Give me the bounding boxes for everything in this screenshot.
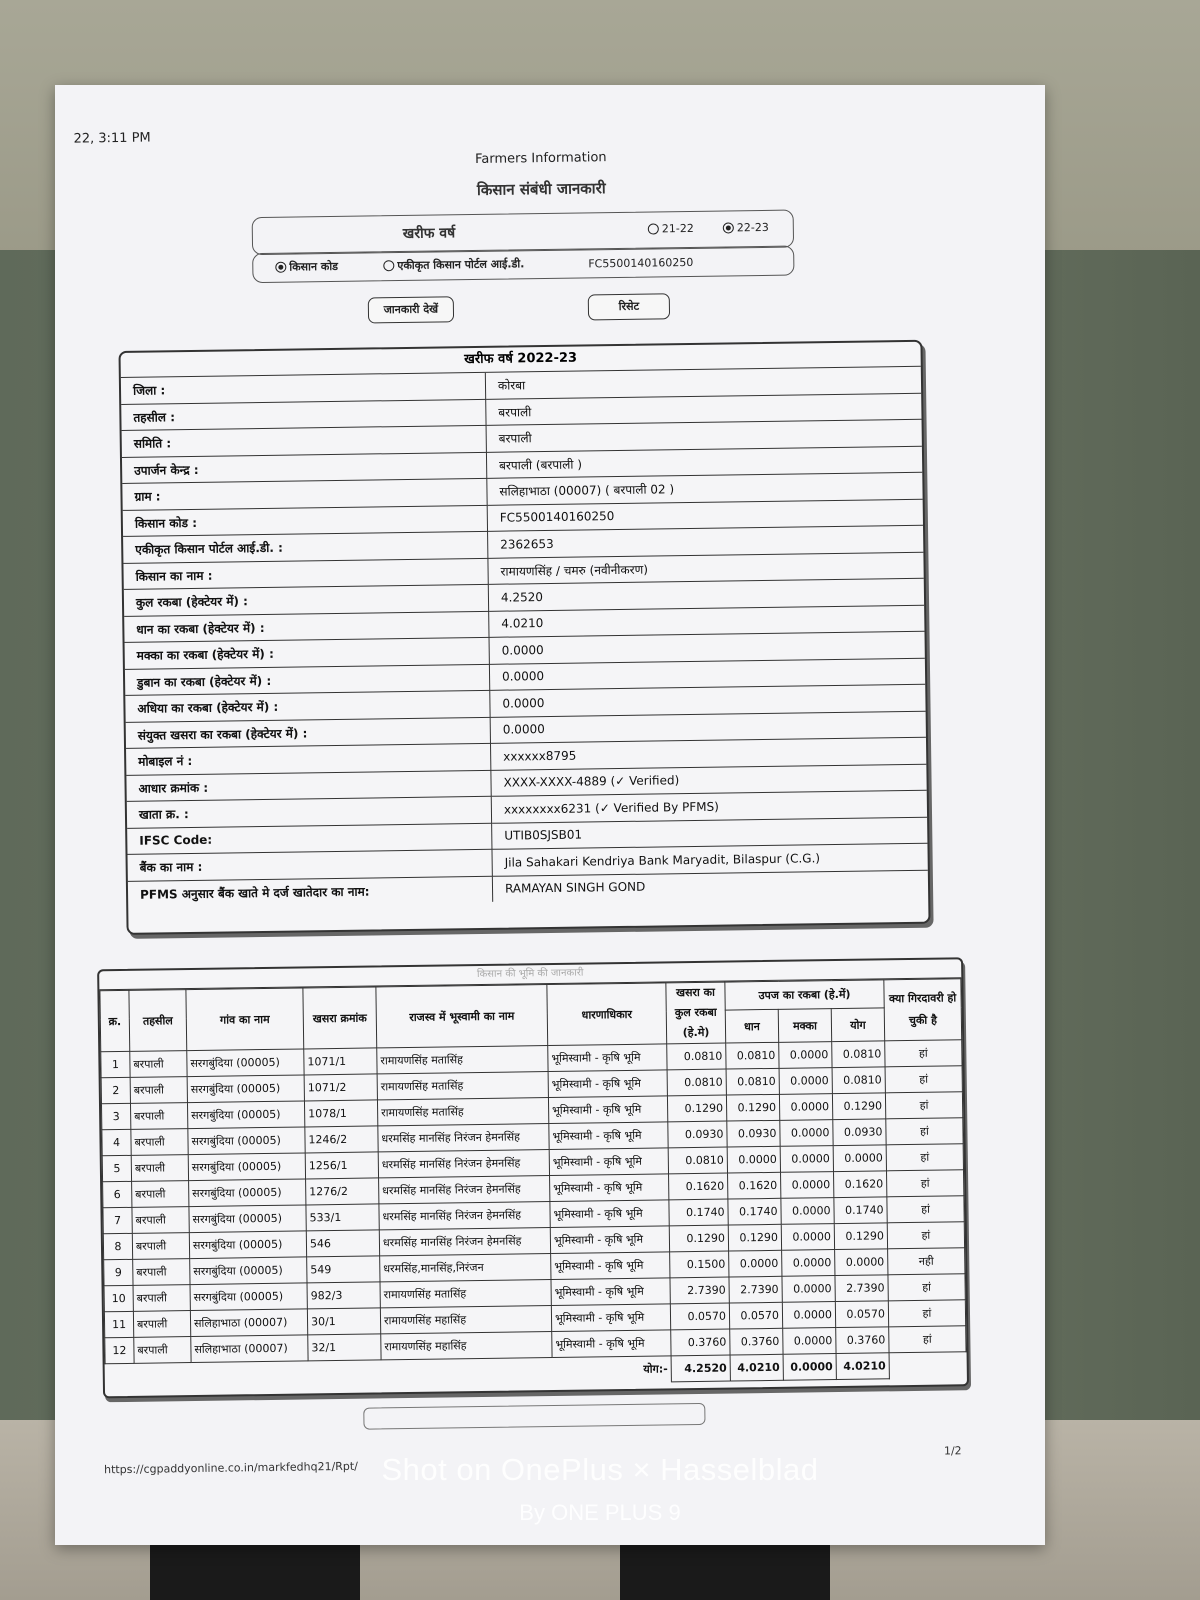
cell-right: भूमिस्वामी - कृषि भूमि [552,1330,671,1358]
info-value: सलिहाभाठा (00007) ( बरपाली 02 ) [487,472,923,505]
cell-right: भूमिस्वामी - कृषि भूमि [551,1252,670,1280]
cell-total-area: 2.7390 [670,1277,729,1304]
col-tehsil: तहसील [129,990,187,1052]
info-value: 0.0000 [489,631,925,664]
info-label: किसान कोड : [123,505,488,537]
info-value: 0.0000 [490,711,926,744]
cell-total-area: 0.0570 [670,1303,729,1330]
cell-khasra: 32/1 [308,1334,381,1361]
cell-total-area: 0.1740 [669,1199,728,1226]
cell-girdawari: हां [888,1300,965,1327]
print-timestamp: 22, 3:11 PM [73,130,151,147]
year-option-21-22[interactable] [648,222,694,236]
cell-sno: 12 [105,1337,134,1363]
info-label: अधिया का रकबा (हेक्टेयर में) : [125,690,490,722]
printed-page [55,85,1045,1545]
cell-tehsil: बरपाली [133,1285,190,1312]
cell-paddy: 2.7390 [729,1276,782,1303]
info-label: उपार्जन केन्द्र : [122,452,487,484]
farmer-code-input[interactable]: FC5500140160250 [588,255,694,271]
cell-village: सरगबुंदिया (00005) [188,1127,305,1155]
info-label: जिला : [121,373,486,404]
page-url: https://cgpaddyonline.co.in/markfedhq21/Rpt/ [104,1459,358,1477]
cell-total-area: 0.1500 [670,1251,729,1278]
info-value: 2362653 [488,525,924,558]
option-label: किसान कोड [289,259,339,274]
col-maize: मक्का [778,1009,831,1042]
cell-khasra: 982/3 [307,1282,380,1309]
cell-tehsil: बरपाली [133,1311,190,1338]
info-label: खाता क्र. : [127,796,492,828]
view-info-button[interactable]: जानकारी देखें [368,296,454,323]
cell-right: भूमिस्वामी - कृषि भूमि [551,1278,670,1306]
cell-total-area: 0.1620 [669,1173,728,1200]
cell-paddy: 0.1620 [728,1172,781,1199]
info-value: रामायणसिंह / चमरु (नवीनीकरण) [488,552,924,585]
info-label: किसान का नाम : [123,558,488,590]
cell-sum: 0.1740 [834,1197,887,1224]
cell-paddy: 0.1290 [728,1224,781,1251]
cell-sno: 10 [104,1285,133,1311]
cell-tehsil: बरपाली [132,1233,189,1260]
page-content [45,78,1055,1552]
info-value: बरपाली [486,393,922,426]
page-number: 1/2 [943,1444,962,1458]
cell-sno: 4 [102,1129,131,1155]
cell-tehsil: बरपाली [132,1207,189,1234]
farmer-info-table [121,367,928,907]
cell-paddy: 0.1740 [728,1198,781,1225]
cell-girdawari: हां [887,1170,964,1197]
code-selector [252,246,794,284]
farmer-info-caption: खरीफ वर्ष 2022-23 [121,342,921,378]
total-empty-cell [889,1352,966,1379]
cell-owner: धरमसिंह मानसिंह निरंजन हेमनसिंह [379,1228,550,1256]
info-label: मोबाइल नं : [126,743,491,775]
col-crop-area: उपज का रकबा (हे.में) [725,980,884,1011]
cell-maize: 0.0000 [781,1172,834,1199]
cell-sum: 0.0000 [833,1145,886,1172]
info-label: कुल रकबा (हेक्टेयर में) : [124,584,489,616]
cell-khasra: 546 [306,1230,379,1257]
cell-sum: 0.1290 [832,1093,885,1120]
radio-on-icon [723,222,734,233]
info-value: RAMAYAN SINGH GOND [504,879,646,896]
cell-village: सलिहाभाठा (00007) [190,1309,307,1337]
col-paddy: धान [725,1010,778,1043]
cell-paddy: 0.0000 [729,1250,782,1277]
cell-right: भूमिस्वामी - कृषि भूमि [550,1200,669,1228]
info-label: ग्राम : [122,478,487,510]
cell-sno: 3 [101,1103,130,1129]
cell-owner: धरमसिंह मानसिंह निरंजन हेमनसिंह [379,1202,550,1230]
year-option-label: 22-23 [736,220,769,235]
cell-maize: 0.0000 [783,1328,836,1355]
cell-maize: 0.0000 [780,1120,833,1147]
cell-owner: धरमसिंह,मानसिंह,निरंजन [380,1254,551,1282]
camera-watermark: Shot on OnePlus × Hasselblad [381,1452,819,1487]
cell-village: सरगबुंदिया (00005) [188,1153,305,1181]
info-value: Jila Sahakari Kendriya Bank Maryadit, Bilaspur (C.G.) [492,843,928,876]
radio-off-icon [648,223,659,234]
cell-sum: 0.0570 [835,1301,888,1328]
cell-right: भूमिस्वामी - कृषि भूमि [548,1096,667,1124]
cell-owner: रामायणसिंह मतासिंह [380,1280,551,1308]
cell-maize: 0.0000 [782,1276,835,1303]
info-label: मक्का का रकबा (हेक्टेयर में) : [125,637,490,669]
info-value: कोरबा [485,367,921,399]
cell-total-area: 0.0810 [667,1069,726,1096]
cell-right: भूमिस्वामी - कृषि भूमि [550,1226,669,1254]
cell-sum: 0.0930 [833,1119,886,1146]
cell-village: सरगबुंदिया (00005) [189,1205,306,1233]
cell-maize: 0.0000 [779,1094,832,1121]
col-village: गांव का नाम [186,988,304,1051]
info-label: समिति : [122,425,487,457]
cell-owner: रामायणसिंह मतासिंह [377,1046,548,1074]
land-details-table [99,978,967,1390]
land-details-caption: किसान की भूमि की जानकारी [99,959,961,990]
cell-girdawari: हां [888,1274,965,1301]
total-area-value: 4.2520 [671,1355,730,1382]
cell-tehsil: बरपाली [130,1051,187,1078]
cell-tehsil: बरपाली [133,1259,190,1286]
radio-off-icon [383,260,394,271]
cell-owner: धरमसिंह मानसिंह निरंजन हेमनसिंह [379,1176,550,1204]
cell-village: सरगबुंदिया (00005) [187,1101,304,1129]
cell-village: सरगबुंदिया (00005) [190,1283,307,1311]
cell-village: सरगबुंदिया (00005) [189,1179,306,1207]
cell-girdawari: हां [887,1222,964,1249]
info-value: XXXX-XXXX-4889 (✓ Verified) [491,764,927,797]
info-label: बैंक का नाम : [128,849,493,881]
cell-sno: 2 [101,1077,130,1103]
cell-girdawari: हां [886,1144,963,1171]
cell-maize: 0.0000 [782,1250,835,1277]
col-right: धारणाधिकार [547,983,667,1046]
cell-owner: रामायणसिंह महासिंह [380,1306,551,1334]
cell-right: भूमिस्वामी - कृषि भूमि [548,1044,667,1072]
cell-maize: 0.0000 [781,1198,834,1225]
cell-sum: 0.3760 [836,1327,889,1354]
cell-tehsil: बरपाली [131,1155,188,1182]
reset-button[interactable]: रिसेट [588,293,670,320]
land-details-panel [97,957,969,1398]
cell-village: सरगबुंदिया (00005) [189,1231,306,1259]
cell-khasra: 1078/1 [304,1100,377,1127]
cell-khasra: 1256/1 [305,1152,378,1179]
total-label: योग:- [105,1356,671,1390]
cell-sno: 9 [104,1259,133,1285]
cell-village: सलिहाभाठा (00007) [191,1335,308,1363]
cell-total-area: 0.1290 [667,1095,726,1122]
cell-maize: 0.0000 [780,1146,833,1173]
info-value: UTIB0SJSB01 [492,817,928,850]
col-girdawari: क्या गिरदावरी हो चुकी है [884,979,962,1041]
radio-on-icon [275,262,286,273]
info-label: संयुक्त खसरा का रकबा (हेक्टेयर में) : [126,717,491,749]
info-value: xxxxxxxx6231 (✓ Verified By PFMS) [491,790,927,823]
cell-total-area: 0.0810 [667,1043,726,1070]
cell-girdawari: हां [889,1326,966,1353]
cell-sum: 0.1290 [834,1223,887,1250]
option-kisan-code[interactable] [275,259,338,275]
cell-sum: 0.0810 [832,1041,885,1068]
cell-tehsil: बरपाली [134,1337,191,1364]
info-label: आधार क्रमांक : [126,770,491,802]
cell-owner: रामायणसिंह मतासिंह [377,1098,548,1126]
info-label: IFSC Code: [127,823,492,855]
cell-maize: 0.0000 [781,1224,834,1251]
info-value: 0.0000 [490,684,926,717]
col-sno: क्र. [100,990,130,1051]
cell-sum: 0.0810 [832,1067,885,1094]
info-value: xxxxxx8795 [490,737,926,770]
cell-right: भूमिस्वामी - कृषि भूमि [549,1122,668,1150]
cell-owner: रामायणसिंह मतासिंह [377,1072,548,1100]
cell-paddy: 0.0810 [726,1068,779,1095]
cell-khasra: 549 [307,1256,380,1283]
info-value: बरपाली [486,419,922,452]
option-portal-id[interactable] [383,256,524,273]
cell-paddy: 0.0570 [729,1302,782,1329]
cell-maize: 0.0000 [782,1302,835,1329]
info-label: धान का रकबा (हेक्टेयर में) : [124,611,489,643]
cell-paddy: 0.1290 [726,1094,779,1121]
document-title: Farmers Information [474,150,607,167]
cell-sno: 7 [103,1207,132,1233]
year-label: खरीफ वर्ष [402,225,456,242]
info-value: 0.0000 [489,658,925,691]
cell-sno: 8 [103,1233,132,1259]
col-total-area: खसरा का कुल रकबा (हे.मे) [666,982,726,1044]
cell-village: सरगबुंदिया (00005) [187,1075,304,1103]
info-value: 4.2520 [488,578,924,611]
cell-girdawari: हां [885,1066,962,1093]
info-value: बरपाली (बरपाली ) [486,446,922,479]
info-label: तहसील : [121,399,486,431]
cell-khasra: 1246/2 [305,1126,378,1153]
info-label: PFMS अनुसार बैंक खाते मे दर्ज खातेदार का नाम: [128,876,493,907]
year-option-label: 21-22 [661,221,694,236]
cell-total-area: 0.0930 [668,1121,727,1148]
cell-girdawari: हां [886,1118,963,1145]
total-maize-value: 0.0000 [783,1354,836,1381]
year-option-22-23[interactable] [723,221,769,235]
col-khasra: खसरा क्रमांक [303,987,377,1049]
cell-khasra: 533/1 [306,1204,379,1231]
col-sum: योग [831,1008,884,1041]
info-label: डुबान का रकबा (हेक्टेयर में) : [125,664,490,696]
cell-sno: 1 [101,1051,130,1077]
info-value: 4.0210 [489,605,925,638]
option-label: एकीकृत किसान पोर्टल आई.डी. [397,257,525,273]
page-heading: किसान संबंधी जानकारी [476,179,606,199]
cell-sno: 11 [104,1311,133,1337]
cell-total-area: 0.3760 [671,1329,730,1356]
info-value: FC5500140160250 [487,499,923,532]
cell-tehsil: बरपाली [130,1103,187,1130]
cell-sum: 0.0000 [835,1249,888,1276]
cell-owner: रामायणसिंह महासिंह [381,1332,552,1360]
cell-khasra: 30/1 [307,1308,380,1335]
cell-sum: 0.1620 [834,1171,887,1198]
cell-girdawari: हां [885,1092,962,1119]
cell-right: भूमिस्वामी - कृषि भूमि [549,1148,668,1176]
farmer-info-panel [118,340,930,935]
cell-khasra: 1071/2 [304,1074,377,1101]
cell-sno: 5 [102,1155,131,1181]
cell-right: भूमिस्वामी - कृषि भूमि [550,1174,669,1202]
cell-sum: 2.7390 [835,1275,888,1302]
cell-paddy: 0.0000 [727,1146,780,1173]
cell-tehsil: बरपाली [131,1129,188,1156]
cell-village: सरगबुंदिया (00005) [190,1257,307,1285]
total-paddy-value: 4.0210 [730,1354,783,1381]
cell-paddy: 0.0810 [726,1042,779,1069]
cell-paddy: 0.0930 [727,1120,780,1147]
cell-owner: धरमसिंह मानसिंह निरंजन हेमनसिंह [378,1150,549,1178]
cell-khasra: 1276/2 [306,1178,379,1205]
cell-tehsil: बरपाली [132,1181,189,1208]
cell-girdawari: हां [887,1196,964,1223]
col-owner: राजस्व में भूस्वामी का नाम [376,985,548,1048]
cell-maize: 0.0000 [779,1042,832,1069]
cell-maize: 0.0000 [779,1068,832,1095]
camera-watermark-model: By ONE PLUS 9 [519,1500,681,1525]
cell-girdawari: हां [885,1040,962,1067]
cell-tehsil: बरपाली [130,1077,187,1104]
cell-total-area: 0.1290 [669,1225,728,1252]
cell-right: भूमिस्वामी - कृषि भूमि [551,1304,670,1332]
cell-right: भूमिस्वामी - कृषि भूमि [548,1070,667,1098]
cell-girdawari: नही [888,1248,965,1275]
cell-sno: 6 [103,1181,132,1207]
cell-village: सरगबुंदिया (00005) [187,1049,304,1077]
cell-khasra: 1071/1 [304,1048,377,1075]
cell-total-area: 0.0810 [668,1147,727,1174]
info-label: एकीकृत किसान पोर्टल आई.डी. : [123,531,488,563]
total-sum-value: 4.0210 [836,1353,889,1380]
cell-owner: धरमसिंह मानसिंह निरंजन हेमनसिंह [378,1124,549,1152]
cell-paddy: 0.3760 [730,1328,783,1355]
footer-note-box [363,1403,705,1430]
